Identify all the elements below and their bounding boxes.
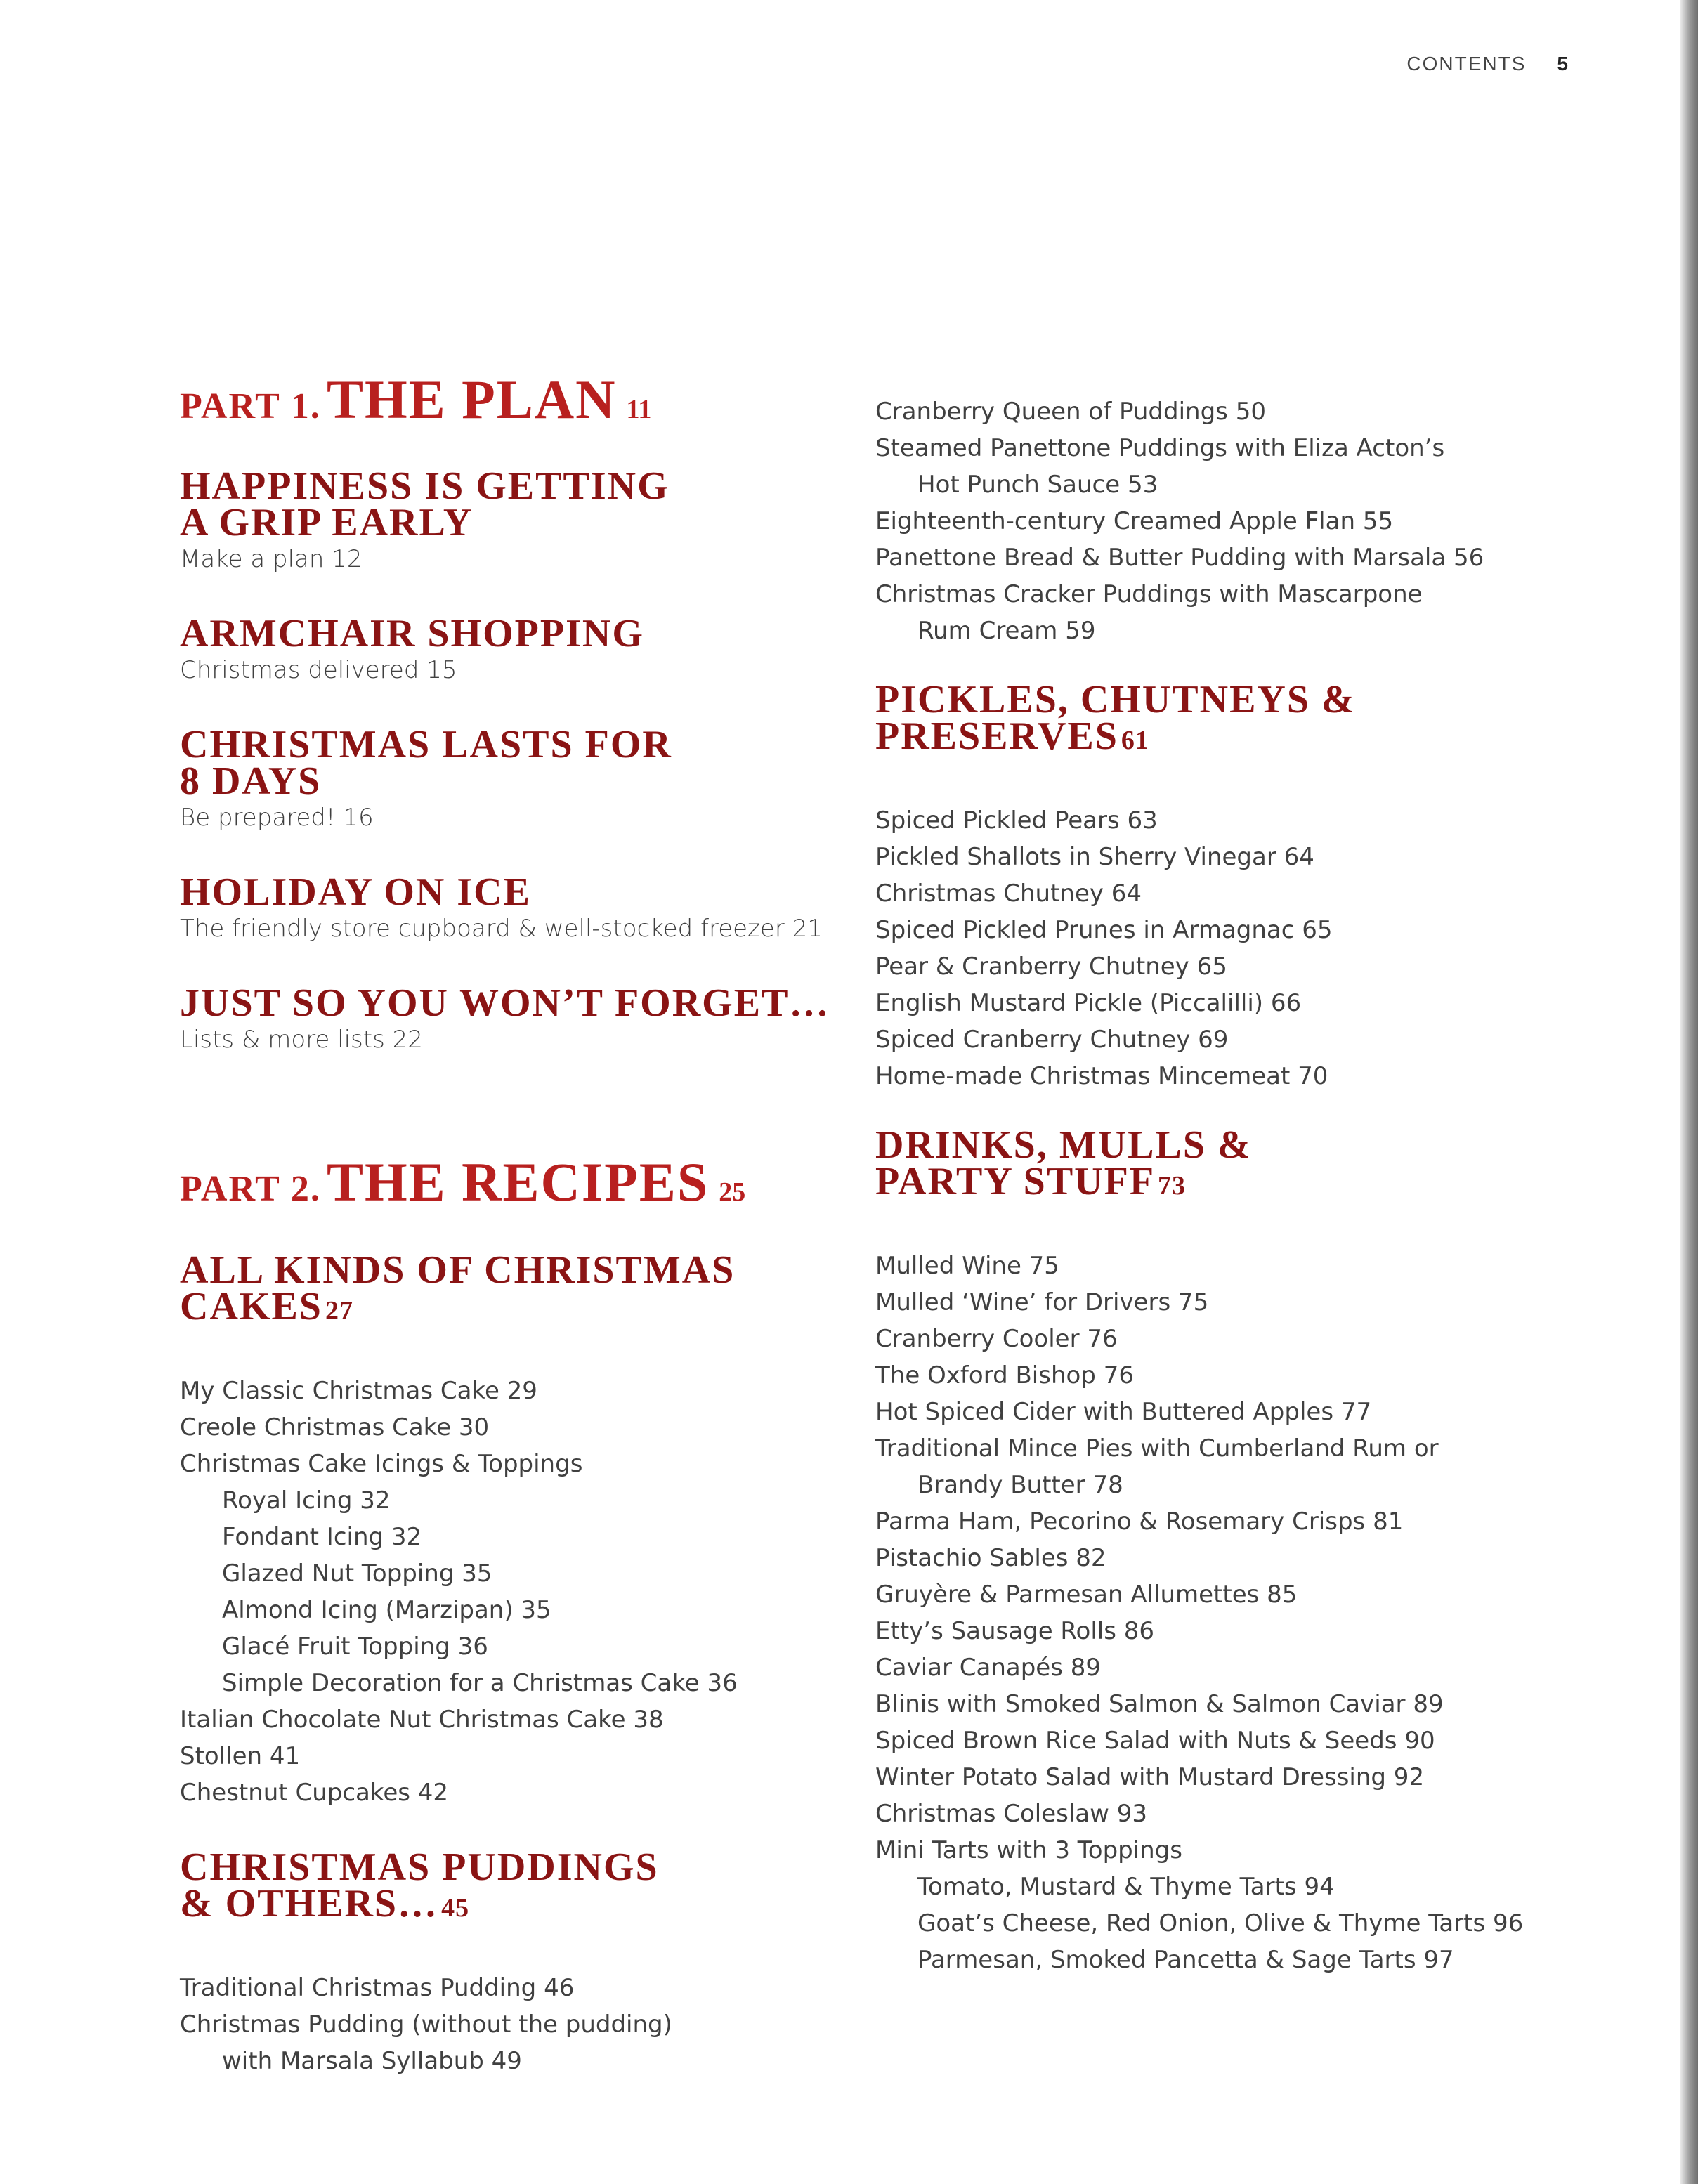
list-item: Goat’s Cheese, Red Onion, Olive & Thyme Tarts 96 [917, 1909, 1524, 1937]
section-pickles [875, 678, 1550, 1094]
section-title [875, 1123, 1550, 1204]
contents-right-column [875, 393, 1550, 2016]
section-title [180, 1845, 840, 1926]
section-happiness [180, 464, 840, 577]
part-2-page: 25 [719, 1177, 746, 1207]
list-item: Parma Ham, Pecorino & Rosemary Crisps 81 [875, 1508, 1404, 1536]
running-head [1406, 53, 1568, 75]
section-title [875, 678, 1550, 759]
section-title-text: PICKLES, CHUTNEYS & PRESERVES [875, 678, 1356, 758]
running-head-label: CONTENTS [1406, 53, 1527, 74]
list-item: Christmas Pudding (without the pudding) [180, 2010, 672, 2039]
section-subtitle: Be prepared! 16 [180, 804, 374, 832]
page-edge-shadow [1680, 0, 1698, 2184]
list-item: Almond Icing (Marzipan) 35 [222, 1596, 551, 1624]
list-item: Cranberry Queen of Puddings 50 [875, 398, 1266, 426]
list-item: Caviar Canapés 89 [875, 1654, 1102, 1682]
drinks-list [875, 1248, 1550, 1978]
list-item: Panettone Bread & Butter Pudding with Marsala 56 [875, 544, 1484, 572]
part-1-page: 11 [626, 395, 652, 424]
section-title-text: CHRISTMAS PUDDINGS & OTHERS… [180, 1845, 659, 1925]
list-item: Royal Icing 32 [222, 1486, 391, 1515]
list-item: Parmesan, Smoked Pancetta & Sage Tarts 97 [917, 1946, 1454, 1974]
section-page: 61 [1121, 726, 1149, 755]
part-1-label: PART 1. [180, 386, 321, 426]
section-title-text: ALL KINDS OF CHRISTMAS CAKES [180, 1248, 736, 1328]
list-item: Chestnut Cupcakes 42 [180, 1779, 449, 1807]
section-page: 73 [1158, 1171, 1187, 1201]
list-item: Stollen 41 [180, 1742, 301, 1770]
list-item: Christmas Cracker Puddings with Mascarpone [875, 580, 1423, 608]
part-1-title: THE PLAN [326, 369, 617, 430]
list-item: Gruyère & Parmesan Allumettes 85 [875, 1581, 1298, 1609]
list-item: Fondant Icing 32 [222, 1523, 422, 1551]
section-page: 27 [325, 1296, 353, 1326]
list-item: Spiced Brown Rice Salad with Nuts & Seeds 90 [875, 1727, 1435, 1755]
puddings-continued [875, 393, 1550, 649]
section-holiday-on-ice [180, 870, 840, 947]
list-item: Rum Cream 59 [917, 617, 1096, 645]
pickles-list [875, 802, 1550, 1094]
list-item: Spiced Pickled Prunes in Armagnac 65 [875, 916, 1333, 944]
list-item: Winter Potato Salad with Mustard Dressing 92 [875, 1763, 1425, 1791]
section-title: HOLIDAY ON ICE [180, 870, 531, 914]
list-item: Glacé Fruit Topping 36 [222, 1633, 488, 1661]
section-cakes [180, 1248, 840, 1811]
list-item: Steamed Panettone Puddings with Eliza Acton’s [875, 434, 1445, 462]
section-title: JUST SO YOU WON’T FORGET… [180, 981, 830, 1025]
puddings-list [180, 1970, 840, 2079]
list-item: English Mustard Pickle (Piccalilli) 66 [875, 989, 1302, 1017]
section-armchair-shopping [180, 612, 840, 688]
list-item: Tomato, Mustard & Thyme Tarts 94 [917, 1873, 1335, 1901]
section-title [180, 1248, 840, 1329]
section-subtitle: Lists & more lists 22 [180, 1026, 423, 1054]
section-subtitle: Make a plan 12 [180, 545, 363, 573]
part-2-title: THE RECIPES [326, 1151, 710, 1212]
list-item: Mulled Wine 75 [875, 1252, 1059, 1280]
list-item: Traditional Christmas Pudding 46 [180, 1974, 575, 2002]
list-item: The Oxford Bishop 76 [875, 1361, 1134, 1389]
section-page: 45 [441, 1893, 470, 1923]
list-item: Brandy Butter 78 [917, 1471, 1123, 1499]
list-item: Mulled ‘Wine’ for Drivers 75 [875, 1288, 1209, 1316]
list-item: Simple Decoration for a Christmas Cake 36 [222, 1669, 738, 1697]
section-just-so [180, 981, 840, 1058]
section-title: ARMCHAIR SHOPPING [180, 612, 644, 655]
section-christmas-lasts [180, 723, 840, 836]
page-number: 5 [1557, 53, 1568, 74]
section-title-text: DRINKS, MULLS & PARTY STUFF [875, 1123, 1252, 1203]
list-item: Christmas Cake Icings & Toppings [180, 1450, 583, 1478]
list-item: Pickled Shallots in Sherry Vinegar 64 [875, 843, 1314, 871]
section-drinks [875, 1123, 1550, 1978]
section-subtitle: The friendly store cupboard & well-stocked freezer 21 [180, 915, 823, 943]
list-item: Creole Christmas Cake 30 [180, 1413, 490, 1441]
section-puddings [180, 1845, 840, 2079]
section-subtitle: Christmas delivered 15 [180, 656, 457, 684]
list-item: Home-made Christmas Mincemeat 70 [875, 1062, 1328, 1090]
list-item: Traditional Mince Pies with Cumberland Rum or [875, 1434, 1439, 1463]
list-item: Spiced Cranberry Chutney 69 [875, 1026, 1229, 1054]
list-item: Christmas Chutney 64 [875, 880, 1142, 908]
contents-left-column [180, 369, 840, 2117]
part-2-heading [180, 1151, 840, 1212]
list-item: Eighteenth-century Creamed Apple Flan 55 [875, 507, 1394, 535]
list-item: My Classic Christmas Cake 29 [180, 1377, 537, 1405]
list-item: Glazed Nut Topping 35 [222, 1559, 492, 1588]
list-item: Cranberry Cooler 76 [875, 1325, 1118, 1353]
list-item: Hot Spiced Cider with Buttered Apples 77 [875, 1398, 1372, 1426]
list-item: Spiced Pickled Pears 63 [875, 806, 1158, 835]
list-item: Pear & Cranberry Chutney 65 [875, 953, 1227, 981]
cakes-list [180, 1373, 840, 1811]
list-item: Pistachio Sables 82 [875, 1544, 1106, 1572]
list-item: Hot Punch Sauce 53 [917, 471, 1158, 499]
list-item: Italian Chocolate Nut Christmas Cake 38 [180, 1706, 664, 1734]
list-item: Etty’s Sausage Rolls 86 [875, 1617, 1154, 1645]
list-item: with Marsala Syllabub 49 [222, 2047, 522, 2075]
part-1-heading [180, 369, 840, 430]
list-item: Christmas Coleslaw 93 [875, 1800, 1148, 1828]
section-title: HAPPINESS IS GETTING A GRIP EARLY [180, 464, 670, 544]
list-item: Blinis with Smoked Salmon & Salmon Caviar 89 [875, 1690, 1444, 1718]
part-2-label: PART 2. [180, 1169, 321, 1209]
list-item: Mini Tarts with 3 Toppings [875, 1836, 1183, 1864]
section-title: CHRISTMAS LASTS FOR 8 DAYS [180, 723, 672, 803]
